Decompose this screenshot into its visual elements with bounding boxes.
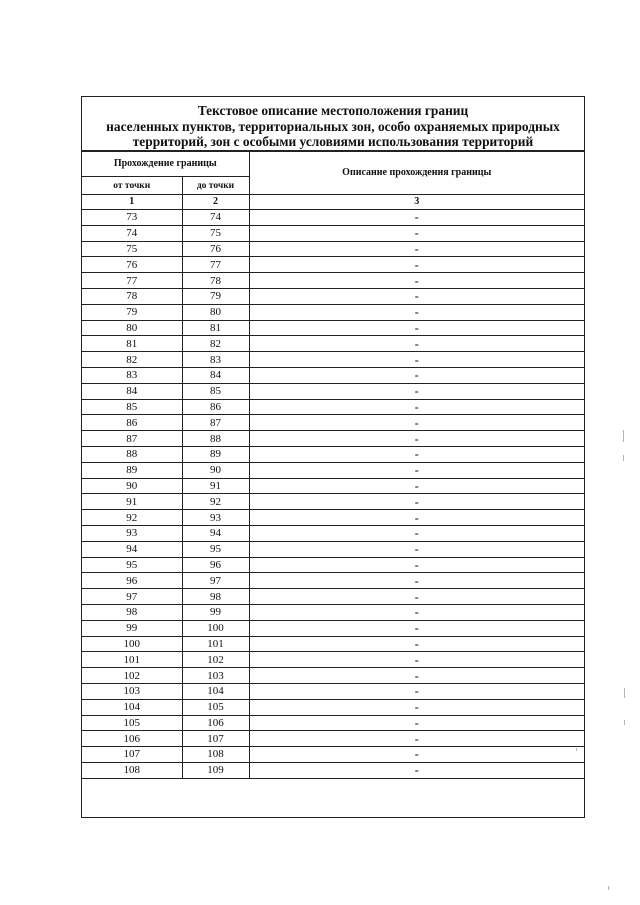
description-cell: - <box>249 510 584 526</box>
to-point-header: до точки <box>182 177 249 195</box>
table-row <box>82 383 584 399</box>
from-point-cell: 92 <box>82 510 182 526</box>
from-point-cell: 83 <box>82 367 182 383</box>
description-cell: - <box>249 462 584 478</box>
from-point-cell: 101 <box>82 652 182 668</box>
table-row <box>82 288 584 304</box>
to-point-cell: 105 <box>182 699 249 715</box>
table-row <box>82 573 584 589</box>
to-point-cell: 93 <box>182 510 249 526</box>
from-point-cell: 97 <box>82 589 182 605</box>
from-point-cell: 99 <box>82 620 182 636</box>
from-point-cell: 95 <box>82 557 182 573</box>
table-row <box>82 652 584 668</box>
to-point-cell: 96 <box>182 557 249 573</box>
from-point-cell: 94 <box>82 541 182 557</box>
description-cell: - <box>249 210 584 226</box>
to-point-cell: 99 <box>182 604 249 620</box>
table-row <box>82 304 584 320</box>
table-row <box>82 731 584 747</box>
from-point-header: от точки <box>82 177 182 195</box>
scan-speck <box>624 688 625 698</box>
to-point-cell: 97 <box>182 573 249 589</box>
description-cell: - <box>249 320 584 336</box>
from-point-cell: 81 <box>82 336 182 352</box>
from-point-cell: 108 <box>82 762 182 778</box>
description-header: Описание прохождения границы <box>249 152 584 195</box>
from-point-cell: 75 <box>82 241 182 257</box>
from-point-cell: 103 <box>82 683 182 699</box>
header-row-1 <box>82 152 584 177</box>
column-number-1: 1 <box>82 195 182 210</box>
table-row <box>82 273 584 289</box>
from-point-cell: 90 <box>82 478 182 494</box>
table-row <box>82 494 584 510</box>
description-cell: - <box>249 225 584 241</box>
table-row <box>82 257 584 273</box>
to-point-cell: 86 <box>182 399 249 415</box>
to-point-cell: 76 <box>182 241 249 257</box>
from-point-cell: 88 <box>82 446 182 462</box>
to-point-cell: 100 <box>182 620 249 636</box>
from-point-cell: 80 <box>82 320 182 336</box>
description-cell: - <box>249 589 584 605</box>
table-row <box>82 446 584 462</box>
description-cell: - <box>249 336 584 352</box>
to-point-cell: 101 <box>182 636 249 652</box>
to-point-cell: 85 <box>182 383 249 399</box>
description-cell: - <box>249 241 584 257</box>
to-point-cell: 88 <box>182 431 249 447</box>
from-point-cell: 91 <box>82 494 182 510</box>
table-row <box>82 668 584 684</box>
column-number-2: 2 <box>182 195 249 210</box>
scan-speck <box>623 430 624 442</box>
from-point-cell: 89 <box>82 462 182 478</box>
description-cell: - <box>249 747 584 763</box>
to-point-cell: 94 <box>182 525 249 541</box>
to-point-cell: 84 <box>182 367 249 383</box>
table-row <box>82 541 584 557</box>
to-point-cell: 90 <box>182 462 249 478</box>
description-cell: - <box>249 288 584 304</box>
from-point-cell: 78 <box>82 288 182 304</box>
from-point-cell: 107 <box>82 747 182 763</box>
description-cell: - <box>249 573 584 589</box>
to-point-cell: 81 <box>182 320 249 336</box>
from-point-cell: 100 <box>82 636 182 652</box>
table-row <box>82 762 584 778</box>
description-cell: - <box>249 257 584 273</box>
from-point-cell: 102 <box>82 668 182 684</box>
table-row <box>82 683 584 699</box>
from-point-cell: 96 <box>82 573 182 589</box>
description-cell: - <box>249 399 584 415</box>
scan-speck <box>623 455 624 461</box>
table-row <box>82 604 584 620</box>
description-cell: - <box>249 431 584 447</box>
from-point-cell: 93 <box>82 525 182 541</box>
from-point-cell: 105 <box>82 715 182 731</box>
description-cell: - <box>249 367 584 383</box>
description-cell: - <box>249 668 584 684</box>
description-cell: - <box>249 383 584 399</box>
table-row <box>82 210 584 226</box>
description-cell: - <box>249 446 584 462</box>
table-row <box>82 415 584 431</box>
description-cell: - <box>249 636 584 652</box>
from-point-cell: 79 <box>82 304 182 320</box>
description-cell: - <box>249 620 584 636</box>
from-point-cell: 86 <box>82 415 182 431</box>
description-cell: - <box>249 557 584 573</box>
description-cell: - <box>249 699 584 715</box>
description-cell: - <box>249 715 584 731</box>
from-point-cell: 85 <box>82 399 182 415</box>
from-point-cell: 77 <box>82 273 182 289</box>
description-cell: - <box>249 604 584 620</box>
to-point-cell: 107 <box>182 731 249 747</box>
table-row <box>82 399 584 415</box>
scan-speck <box>608 886 609 890</box>
table-row <box>82 557 584 573</box>
description-cell: - <box>249 304 584 320</box>
description-cell: - <box>249 525 584 541</box>
description-cell: - <box>249 652 584 668</box>
to-point-cell: 104 <box>182 683 249 699</box>
to-point-cell: 74 <box>182 210 249 226</box>
from-point-cell: 84 <box>82 383 182 399</box>
from-point-cell: 106 <box>82 731 182 747</box>
table-row <box>82 525 584 541</box>
column-number-row <box>82 195 584 210</box>
to-point-cell: 89 <box>182 446 249 462</box>
to-point-cell: 77 <box>182 257 249 273</box>
to-point-cell: 83 <box>182 352 249 368</box>
from-point-cell: 74 <box>82 225 182 241</box>
to-point-cell: 91 <box>182 478 249 494</box>
table-row <box>82 367 584 383</box>
table-row <box>82 589 584 605</box>
table-row <box>82 510 584 526</box>
title-line-2: населенных пунктов, территориальных зон, особо охраняемых природных <box>106 118 560 134</box>
description-cell: - <box>249 494 584 510</box>
document-title <box>82 97 584 151</box>
boundary-passage-header: Прохождение границы <box>82 152 249 177</box>
description-cell: - <box>249 352 584 368</box>
table-row <box>82 241 584 257</box>
description-cell: - <box>249 541 584 557</box>
to-point-cell: 109 <box>182 762 249 778</box>
to-point-cell: 80 <box>182 304 249 320</box>
from-point-cell: 73 <box>82 210 182 226</box>
to-point-cell: 87 <box>182 415 249 431</box>
document-sheet <box>81 96 585 818</box>
to-point-cell: 98 <box>182 589 249 605</box>
description-cell: - <box>249 731 584 747</box>
boundary-table <box>82 151 584 779</box>
to-point-cell: 108 <box>182 747 249 763</box>
table-row <box>82 431 584 447</box>
description-cell: - <box>249 683 584 699</box>
table-row <box>82 699 584 715</box>
to-point-cell: 95 <box>182 541 249 557</box>
table-row <box>82 352 584 368</box>
table-row <box>82 478 584 494</box>
scan-speck <box>624 720 625 725</box>
table-row <box>82 620 584 636</box>
table-row <box>82 225 584 241</box>
description-cell: - <box>249 415 584 431</box>
description-cell: - <box>249 478 584 494</box>
to-point-cell: 106 <box>182 715 249 731</box>
to-point-cell: 75 <box>182 225 249 241</box>
title-line-3: территорий, зон с особыми условиями использования территорий <box>132 134 534 149</box>
to-point-cell: 78 <box>182 273 249 289</box>
to-point-cell: 82 <box>182 336 249 352</box>
description-cell: - <box>249 762 584 778</box>
table-row <box>82 320 584 336</box>
column-number-3: 3 <box>249 195 584 210</box>
to-point-cell: 92 <box>182 494 249 510</box>
title-line-1: Текстовое описание местоположения границ <box>197 103 469 118</box>
from-point-cell: 82 <box>82 352 182 368</box>
from-point-cell: 87 <box>82 431 182 447</box>
table-row <box>82 636 584 652</box>
from-point-cell: 104 <box>82 699 182 715</box>
to-point-cell: 102 <box>182 652 249 668</box>
description-cell: - <box>249 273 584 289</box>
table-row <box>82 462 584 478</box>
to-point-cell: 79 <box>182 288 249 304</box>
table-row <box>82 336 584 352</box>
to-point-cell: 103 <box>182 668 249 684</box>
from-point-cell: 98 <box>82 604 182 620</box>
table-row <box>82 747 584 763</box>
scan-speck <box>576 748 577 751</box>
table-row <box>82 715 584 731</box>
from-point-cell: 76 <box>82 257 182 273</box>
